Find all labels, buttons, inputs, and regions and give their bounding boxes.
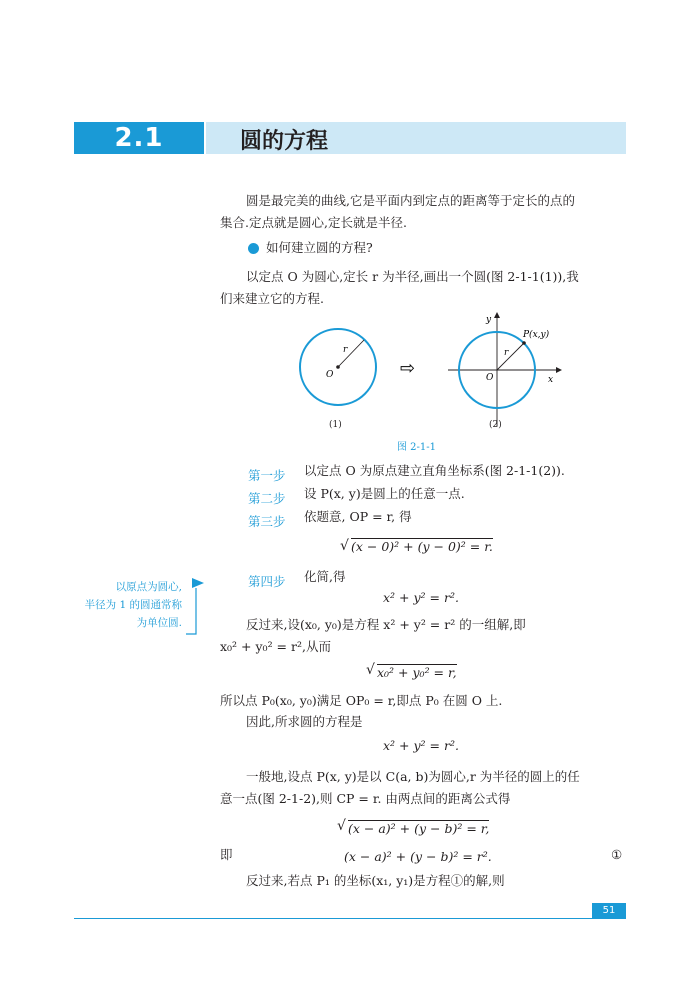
sidenote-line-1: 以原点为圆心, bbox=[115, 581, 182, 593]
bullet-dot-icon bbox=[248, 243, 259, 254]
step-3-text: 依题意, OP = r, 得 bbox=[304, 509, 412, 524]
para6-line-2: 意一点(图 2-1-2),则 CP = r. 由两点间的距离公式得 bbox=[220, 791, 511, 806]
equation-3: x₀² + y₀² = r, bbox=[377, 665, 457, 680]
subcaption-1: (1) bbox=[329, 420, 342, 430]
label-y: y bbox=[486, 315, 492, 325]
subcaption-2: (2) bbox=[489, 420, 502, 430]
sidenote-bracket-icon bbox=[184, 574, 208, 640]
figure-2-1-1 bbox=[280, 310, 580, 440]
step-4-text: 化简,得 bbox=[304, 569, 346, 584]
y-axis-arrow-icon bbox=[494, 312, 500, 318]
step-1-text: 以定点 O 为原点建立直角坐标系(图 2-1-1(2)). bbox=[304, 463, 565, 478]
equation-1: (x − 0)² + (y − 0)² = r. bbox=[351, 539, 493, 554]
arrow-icon: ⇨ bbox=[400, 358, 416, 379]
figure-caption: 图 2-1-1 bbox=[397, 442, 437, 453]
point-p bbox=[522, 341, 526, 345]
label-r-left: r bbox=[343, 345, 348, 355]
para2-line-2: 们来建立它的方程. bbox=[220, 291, 324, 306]
section-number: 2.1 bbox=[74, 122, 204, 154]
para7: 反过来,若点 P₁ 的坐标(x₁, y₁)是方程①的解,则 bbox=[246, 873, 505, 888]
para3-line-2: x₀² + y₀² = r²,从而 bbox=[220, 639, 331, 654]
step-2-label: 第二步 bbox=[248, 491, 286, 506]
sqrt-sign-icon-3: √ bbox=[337, 818, 346, 834]
label-p: P(x,y) bbox=[523, 330, 550, 340]
equation-6: (x − a)² + (y − b)² = r². bbox=[344, 849, 492, 864]
equation-6-tag: ① bbox=[611, 847, 623, 862]
sidenote-line-2: 半径为 1 的圆通常称 bbox=[84, 599, 182, 611]
step-4-label: 第四步 bbox=[248, 574, 286, 589]
footer-rule bbox=[74, 918, 626, 919]
para6-line-1: 一般地,设点 P(x, y)是以 C(a, b)为圆心,r 为半径的圆上的任 bbox=[246, 769, 580, 784]
sidenote bbox=[62, 578, 182, 632]
para4: 所以点 P₀(x₀, y₀)满足 OP₀ = r,即点 P₀ 在圆 O 上. bbox=[220, 693, 503, 708]
equation-2: x² + y² = r². bbox=[383, 590, 459, 605]
para2-line-1: 以定点 O 为圆心,定长 r 为半径,画出一个圆(图 2-1-1(1)),我 bbox=[246, 269, 579, 284]
question-heading: 如何建立圆的方程? bbox=[266, 240, 373, 255]
equation-4: x² + y² = r². bbox=[383, 738, 459, 753]
equation-5: (x − a)² + (y − b)² = r, bbox=[348, 821, 490, 836]
para3-line-1: 反过来,设(x₀, y₀)是方程 x² + y² = r² 的一组解,即 bbox=[246, 617, 526, 632]
sidenote-line-3: 为单位圆. bbox=[136, 617, 182, 629]
sqrt-sign-icon-2: √ bbox=[366, 662, 375, 678]
intro-line-2: 集合.定点就是圆心,定长就是半径. bbox=[220, 215, 407, 230]
label-x: x bbox=[548, 375, 554, 385]
x-axis-arrow-icon bbox=[556, 367, 562, 373]
section-title: 圆的方程 bbox=[240, 128, 329, 154]
sqrt-sign-icon: √ bbox=[340, 538, 349, 554]
step-3-label: 第三步 bbox=[248, 514, 286, 529]
radius-left bbox=[338, 340, 364, 367]
page-number: 51 bbox=[592, 903, 626, 918]
para5: 因此,所求圆的方程是 bbox=[246, 714, 363, 729]
label-o-left: O bbox=[326, 370, 334, 380]
intro-line-1: 圆是最完美的曲线,它是平面内到定点的距离等于定长的点的 bbox=[246, 193, 575, 208]
radius-right bbox=[497, 343, 524, 370]
label-r-right: r bbox=[504, 348, 509, 358]
eq6-prefix: 即 bbox=[220, 847, 233, 862]
step-2-text: 设 P(x, y)是圆上的任意一点. bbox=[304, 486, 465, 501]
label-o-right: O bbox=[486, 373, 494, 383]
step-1-label: 第一步 bbox=[248, 468, 286, 483]
